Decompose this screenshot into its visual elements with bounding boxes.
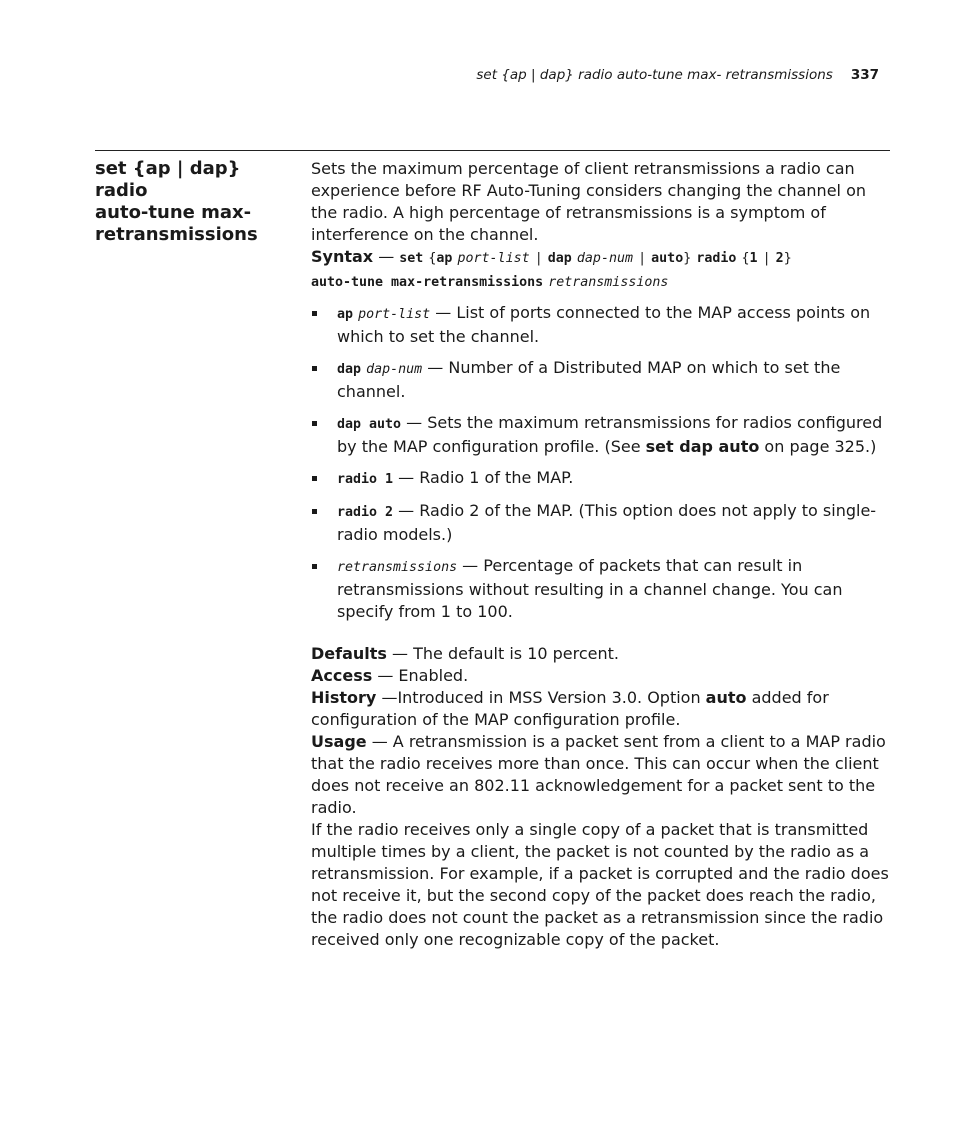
syntax-auto: auto: [651, 251, 684, 266]
history-text-after: added for configuration of the MAP configuration profile.: [311, 688, 829, 729]
bullet-icon: [312, 564, 317, 569]
syntax-brace-open: {: [428, 251, 437, 266]
syntax-block: [311, 246, 889, 294]
defaults-paragraph: [311, 643, 889, 665]
option-text: — List of ports connected to the MAP access points on which to set the channel.: [337, 303, 871, 346]
list-item: [311, 412, 889, 458]
option-keyword: radio 2: [337, 505, 394, 520]
syntax-one: 1: [749, 251, 758, 266]
usage-paragraph: [311, 731, 889, 819]
option-text: — Sets the maximum retransmissions for radios configured by the MAP configuration profile. (See: [337, 413, 883, 456]
bullet-icon: [312, 311, 317, 316]
list-item: [311, 302, 889, 348]
syntax-line-2: [311, 270, 889, 294]
syntax-command: auto-tune max-retransmissions: [311, 275, 544, 290]
option-arg: port-list: [358, 307, 431, 322]
section-title-line-2: auto-tune max-: [95, 202, 252, 223]
bullet-icon: [312, 366, 317, 371]
access-text: — Enabled.: [372, 666, 469, 685]
option-keyword: ap: [337, 307, 354, 322]
history-paragraph: [311, 687, 889, 731]
syntax-pipe-2: |: [638, 251, 647, 266]
option-text: — Number of a Distributed MAP on which to set the channel.: [337, 358, 841, 401]
list-item: [311, 357, 889, 403]
page-number: 337: [850, 67, 879, 83]
access-label: Access: [311, 666, 373, 685]
syntax-brace2-open: {: [741, 251, 750, 266]
syntax-brace-close: }: [683, 251, 692, 266]
syntax-retransmissions-arg: retransmissions: [548, 275, 669, 290]
syntax-port-list: port-list: [457, 251, 530, 266]
bullet-icon: [312, 509, 317, 514]
syntax-ap: ap: [436, 251, 453, 266]
list-item: [311, 467, 889, 491]
access-paragraph: [311, 665, 889, 687]
option-list: [311, 302, 889, 623]
cross-reference: set dap auto: [645, 437, 760, 456]
option-arg: retransmissions: [337, 560, 458, 575]
section-title-line-3: retransmissions: [95, 224, 258, 245]
syntax-set: set: [399, 251, 424, 266]
syntax-line-1: [311, 246, 889, 270]
syntax-two: 2: [775, 251, 784, 266]
option-text: — Radio 1 of the MAP.: [393, 468, 574, 487]
option-keyword: dap: [337, 362, 362, 377]
running-header: [476, 67, 879, 83]
history-keyword: auto: [705, 688, 747, 707]
syntax-pipe-1: |: [534, 251, 543, 266]
option-arg: dap-num: [366, 362, 423, 377]
syntax-dap: dap: [547, 251, 572, 266]
syntax-label: Syntax: [311, 247, 374, 266]
defaults-label: Defaults: [311, 644, 387, 663]
description-paragraph: Sets the maximum percentage of client retransmissions a radio can experience before RF Auto-Tuning considers changing the channel on the radio. A high percentage of retransmissions is a symptom of interference on the channel.: [311, 159, 866, 244]
option-text-after: on page 325.): [759, 437, 877, 456]
option-text: — Percentage of packets that can result in retransmissions without resulting in a channel change. You can specify from 1 to 100.: [337, 556, 843, 621]
bullet-icon: [312, 421, 317, 426]
option-text: — Radio 2 of the MAP. (This option does not apply to single-radio models.): [337, 501, 877, 544]
syntax-radio: radio: [696, 251, 737, 266]
section-title: [95, 158, 295, 246]
running-title: set {ap | dap} radio auto-tune max- retransmissions: [476, 67, 833, 83]
usage-paragraph-2: If the radio receives only a single copy of a packet that is transmitted multiple times by a client, the packet is not counted by the radio as a retransmission. For example, if a packet is corrupted and the radio does not receive it, but the second copy of the packet does reach the radio, the radio does not count the packet as a retransmission since the radio received only one recognizable copy of the packet.: [311, 820, 889, 949]
option-keyword: radio 1: [337, 472, 394, 487]
list-item: [311, 555, 889, 623]
history-label: History: [311, 688, 377, 707]
syntax-pipe-3: |: [762, 251, 771, 266]
bullet-icon: [312, 476, 317, 481]
usage-text: — A retransmission is a packet sent from a client to a MAP radio that the radio receives more than once. This can occur when the client does not receive an 802.11 acknowledgement for a packet sent to the radio.: [311, 732, 886, 817]
list-item: [311, 500, 889, 546]
history-text: —Introduced in MSS Version 3.0. Option: [376, 688, 706, 707]
option-keyword: dap auto: [337, 417, 402, 432]
usage-label: Usage: [311, 732, 367, 751]
syntax-brace2-close: }: [783, 251, 792, 266]
section-title-line-1: set {ap | dap} radio: [95, 158, 241, 201]
section-rule: [95, 150, 890, 151]
main-content: [311, 158, 889, 951]
syntax-dap-num: dap-num: [576, 251, 633, 266]
syntax-dash: —: [373, 247, 400, 266]
defaults-text: — The default is 10 percent.: [386, 644, 620, 663]
